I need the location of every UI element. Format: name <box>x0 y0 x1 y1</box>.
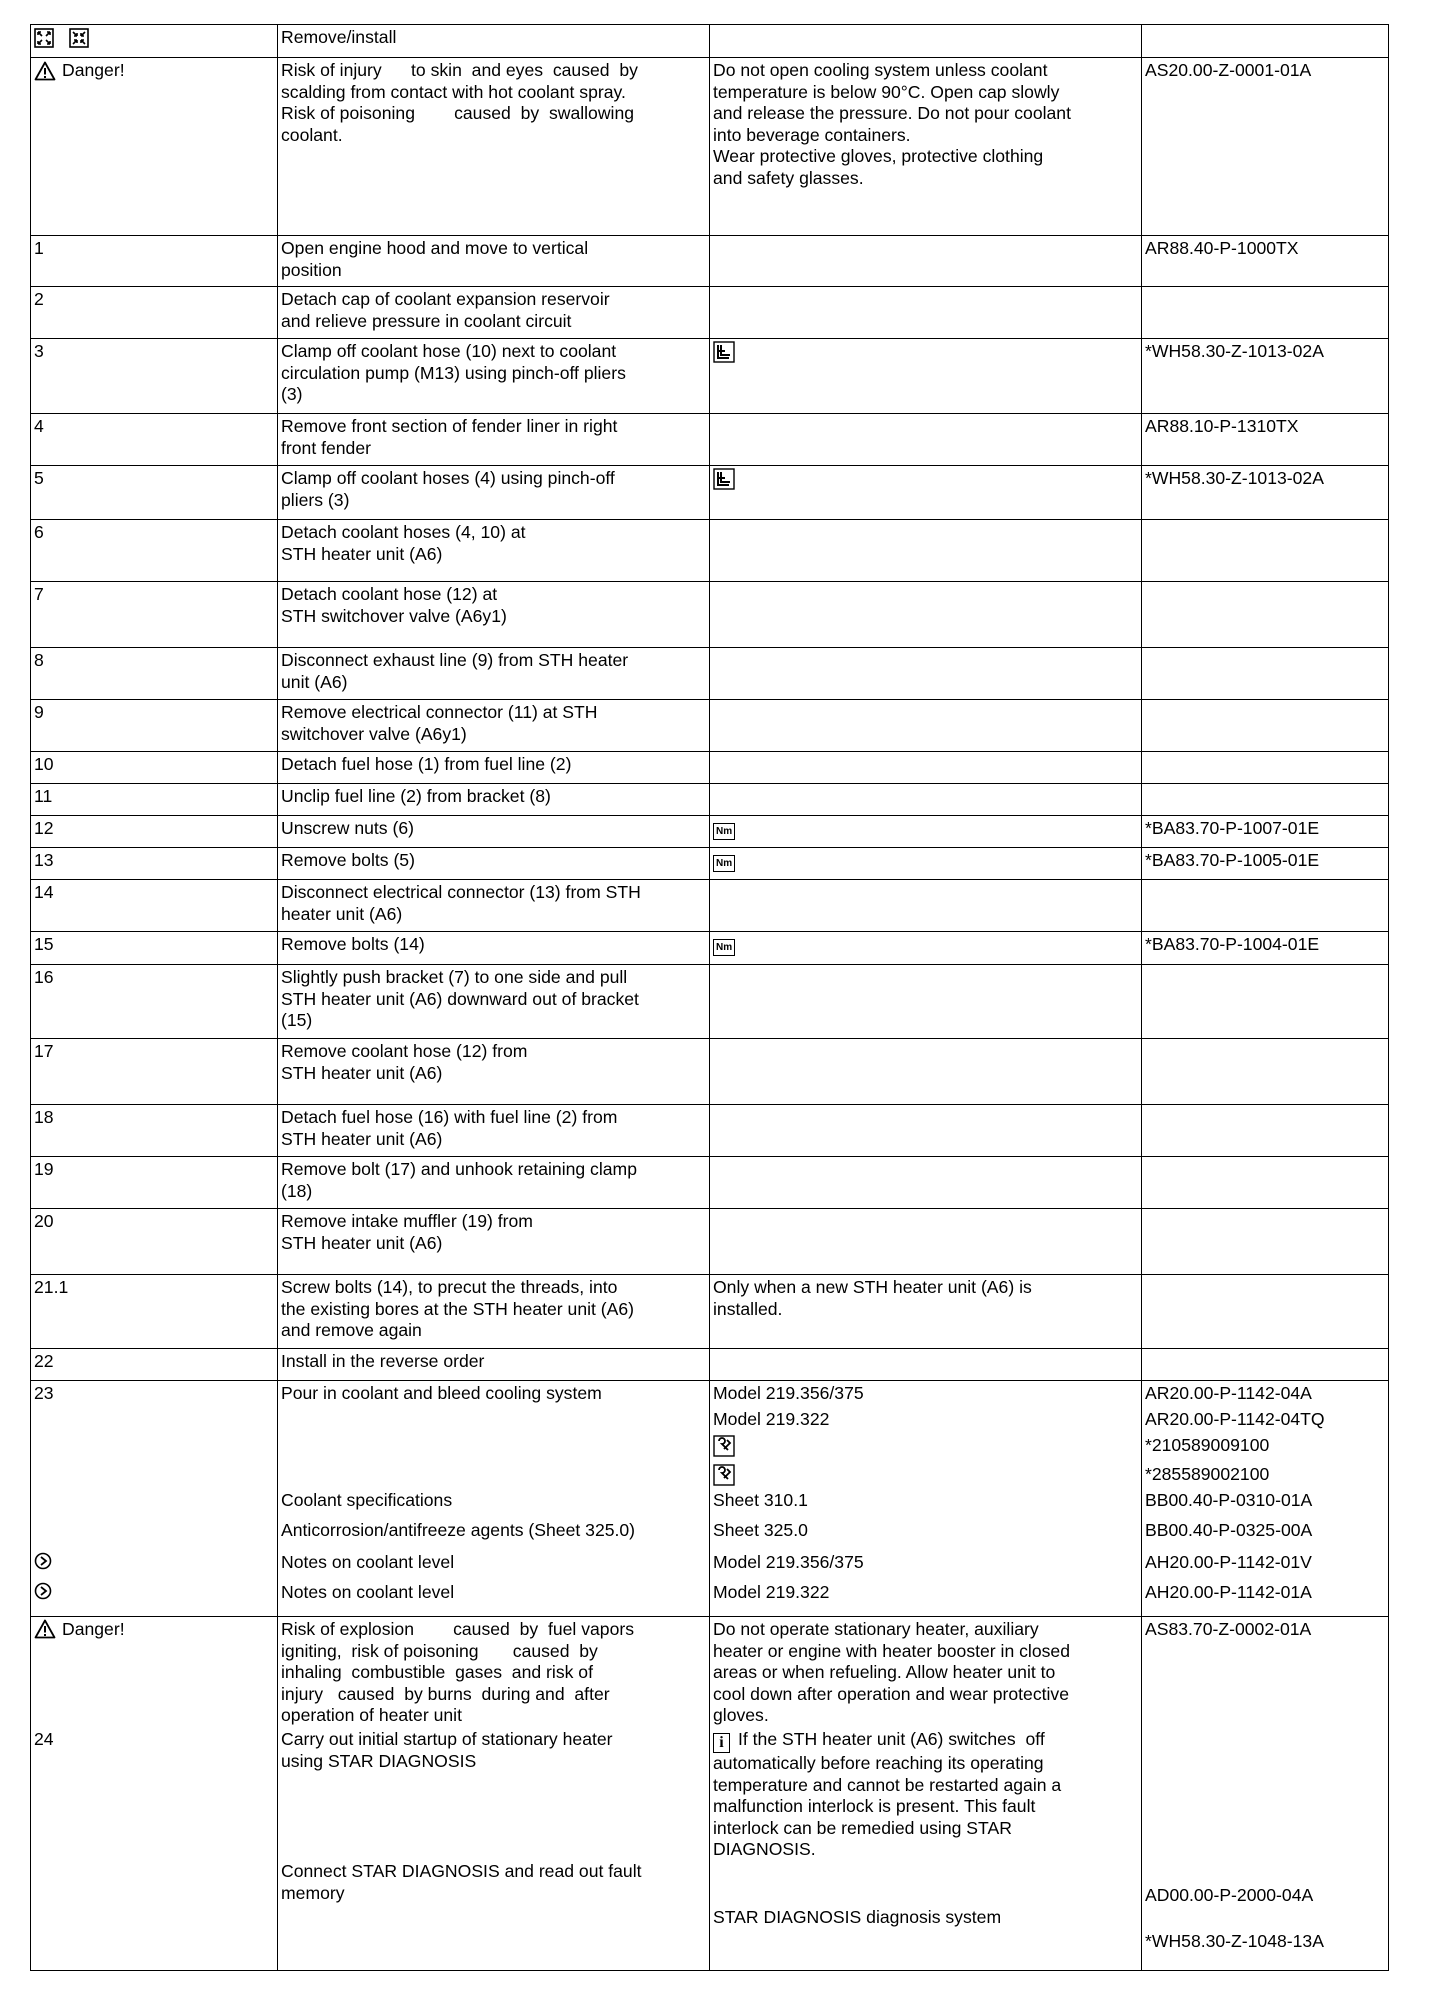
note-cell <box>710 339 1142 414</box>
header-title: Remove/install <box>278 25 710 58</box>
step-number-cell <box>31 339 278 414</box>
reference-link: AH20.00-P-1142-01A <box>1145 1582 1312 1602</box>
reference-cell <box>1142 1617 1389 1971</box>
step-sub-marker <box>34 1490 273 1520</box>
reference-link: AS83.70-Z-0002-01A <box>1145 1619 1312 1639</box>
note-text: installed. <box>713 1298 783 1319</box>
action-cell <box>278 1157 710 1209</box>
action-text: and remove again <box>281 1320 422 1340</box>
step-number-cell <box>31 414 278 466</box>
note-cell <box>710 1157 1142 1209</box>
action-text: STH heater unit (A6) <box>281 543 443 564</box>
danger-text: Danger! <box>62 1619 125 1639</box>
step-number: 8 <box>34 650 44 670</box>
action-text: STH heater unit (A6) <box>281 1232 443 1253</box>
action-text: Risk of poisoning caused by swallowing <box>281 103 635 123</box>
step-number: 3 <box>34 341 44 361</box>
reference-cell <box>1142 466 1389 520</box>
step-row <box>31 784 1389 816</box>
action-text: inhaling combustible gases and risk of <box>281 1662 593 1682</box>
pliers-icon <box>713 341 735 363</box>
note-cell <box>710 582 1142 648</box>
reference-cell <box>1142 414 1389 466</box>
note-text: Model 219.322 <box>713 1582 830 1602</box>
step-number: 2 <box>34 289 44 309</box>
step24-note-block <box>713 1729 1137 1907</box>
note-text: into beverage containers. <box>713 124 911 145</box>
reference-cell <box>1142 1381 1389 1617</box>
header-empty-note <box>710 25 1142 58</box>
action-text: position <box>281 259 342 280</box>
note-text: and release the pressure. Do not pour coolant <box>713 103 1071 123</box>
action-text: pliers (3) <box>281 489 350 510</box>
action-text: (3) <box>281 384 303 404</box>
reference-cell <box>1142 582 1389 648</box>
step-number: 19 <box>34 1159 54 1179</box>
action-text: STH heater unit (A6) <box>281 1128 443 1149</box>
step-row <box>31 848 1389 880</box>
action-cell <box>278 466 710 520</box>
diagnosis-system-note: STAR DIAGNOSIS diagnosis system <box>713 1907 1002 1927</box>
step-sub-marker <box>34 1582 273 1612</box>
reference-link: AR88.40-P-1000TX <box>1145 238 1299 258</box>
action-text: Anticorrosion/antifreeze agents (Sheet 325.0) <box>281 1520 636 1540</box>
step-row <box>31 58 1389 236</box>
step-row <box>31 648 1389 700</box>
action-text <box>281 1435 705 1464</box>
action-text: unit (A6) <box>281 671 348 692</box>
step-row <box>31 816 1389 848</box>
step-number: 4 <box>34 416 44 436</box>
step24-action-block <box>281 1729 705 1861</box>
step-number-cell <box>31 520 278 582</box>
note-cell <box>710 520 1142 582</box>
reference-cell <box>1142 700 1389 752</box>
action-cell <box>278 58 710 236</box>
note-text: and safety glasses. <box>713 167 864 188</box>
reference-cell <box>1142 965 1389 1039</box>
reference-link: *BA83.70-P-1004-01E <box>1145 934 1320 954</box>
note-cell <box>710 648 1142 700</box>
action-cell <box>278 1617 710 1971</box>
action-text: and relieve pressure in coolant circuit <box>281 310 572 331</box>
header-empty-ref <box>1142 25 1389 58</box>
step-row <box>31 339 1389 414</box>
torque-nm-icon: Nm <box>713 855 735 872</box>
step-number: 15 <box>34 934 54 954</box>
action-text: igniting, risk of poisoning caused by <box>281 1640 598 1661</box>
action-text: Risk of explosion caused by fuel vapors <box>281 1619 635 1639</box>
step-row <box>31 700 1389 752</box>
action-text: (18) <box>281 1180 313 1201</box>
note-text: Only when a new STH heater unit (A6) is <box>713 1277 1032 1297</box>
action-text: STH heater unit (A6) <box>281 1062 443 1083</box>
reference-link: *WH58.30-Z-1013-02A <box>1145 341 1324 361</box>
note-cell <box>710 1209 1142 1275</box>
step-number-cell <box>31 1617 278 1971</box>
note-text: automatically before reaching its operating <box>713 1753 1044 1773</box>
step-number: 22 <box>34 1351 54 1371</box>
step-number-cell <box>31 965 278 1039</box>
step-number: 12 <box>34 818 54 838</box>
reference-cell <box>1142 932 1389 965</box>
step-number: 9 <box>34 702 44 722</box>
step-number-cell <box>31 700 278 752</box>
step-row <box>31 466 1389 520</box>
note-cell <box>710 816 1142 848</box>
action-text: Screw bolts (14), to precut the threads, into <box>281 1277 618 1297</box>
note-text: gloves. <box>713 1705 769 1725</box>
action-cell <box>278 1381 710 1617</box>
action-text: Detach coolant hoses (4, 10) at <box>281 522 526 542</box>
action-text: Remove bolts (5) <box>281 850 415 870</box>
action-text: Open engine hood and move to vertical <box>281 238 589 258</box>
note-text: Model 219.322 <box>713 1409 830 1429</box>
reference-cell <box>1142 752 1389 784</box>
reference-link: AH20.00-P-1142-01V <box>1145 1552 1312 1572</box>
note-cell <box>710 414 1142 466</box>
reference-cell <box>1142 1209 1389 1275</box>
action-cell <box>278 414 710 466</box>
step-row <box>31 1275 1389 1349</box>
reference-cell <box>1142 58 1389 236</box>
action-text: scalding from contact with hot coolant spray. <box>281 81 626 102</box>
procedure-page <box>30 24 1388 1971</box>
step-number: 20 <box>34 1211 54 1231</box>
step-number: 11 <box>34 786 53 806</box>
note-cell <box>710 1617 1142 1971</box>
reference-link: AR20.00-P-1142-04TQ <box>1145 1409 1325 1429</box>
step-number-cell <box>31 1105 278 1157</box>
step-row <box>31 965 1389 1039</box>
note-text <box>713 1464 1137 1490</box>
reference-cell <box>1142 1349 1389 1381</box>
reference-cell <box>1142 1105 1389 1157</box>
action-text: circulation pump (M13) using pinch-off pliers <box>281 362 626 383</box>
step-number-cell <box>31 816 278 848</box>
step-sub-marker <box>34 1435 273 1464</box>
action-text: Risk of injury to skin and eyes caused by <box>281 60 638 80</box>
action-cell <box>278 848 710 880</box>
note-cell <box>710 752 1142 784</box>
action-text: coolant. <box>281 124 343 145</box>
action-text: Remove bolts (14) <box>281 934 425 954</box>
note-cell <box>710 932 1142 965</box>
note-cell <box>710 1349 1142 1381</box>
reference-cell <box>1142 648 1389 700</box>
action-text: front fender <box>281 437 371 458</box>
note-text: Sheet 325.0 <box>713 1520 808 1540</box>
note-cell <box>710 1105 1142 1157</box>
action-text: Pour in coolant and bleed cooling system <box>281 1383 602 1403</box>
warning-triangle-icon <box>34 1619 56 1639</box>
action-text: memory <box>281 1882 345 1903</box>
action-text: heater unit (A6) <box>281 903 403 924</box>
action-text: STH switchover valve (A6y1) <box>281 605 507 626</box>
note-cell <box>710 700 1142 752</box>
step-number: 17 <box>34 1041 54 1061</box>
note-text: temperature is below 90°C. Open cap slowly <box>713 81 1060 102</box>
step-number: 10 <box>34 754 54 774</box>
note-cell <box>710 880 1142 932</box>
step-number-cell <box>31 1157 278 1209</box>
reference-cell <box>1142 287 1389 339</box>
action-text: operation of heater unit <box>281 1705 462 1725</box>
step-number-cell <box>31 1381 278 1617</box>
warning-triangle-icon <box>34 61 56 81</box>
reference-cell <box>1142 236 1389 287</box>
action-text: Install in the reverse order <box>281 1351 485 1371</box>
note-cell <box>710 1275 1142 1349</box>
note-text: areas or when refueling. Allow heater unit to <box>713 1662 1056 1682</box>
action-cell <box>278 816 710 848</box>
step-row <box>31 1349 1389 1381</box>
procedure-table <box>30 24 1389 1971</box>
action-cell <box>278 1209 710 1275</box>
action-cell <box>278 1275 710 1349</box>
action-cell <box>278 236 710 287</box>
step-row <box>31 287 1389 339</box>
step-sub-marker <box>34 1409 273 1435</box>
step-row <box>31 1039 1389 1105</box>
action-text <box>281 1464 705 1490</box>
step-row <box>31 932 1389 965</box>
info-circle-icon <box>34 1582 52 1600</box>
note-first-line <box>713 1729 1137 1753</box>
note-cell <box>710 848 1142 880</box>
step-row-23 <box>31 1381 1389 1617</box>
header-row <box>31 25 1389 58</box>
action-cell <box>278 520 710 582</box>
action-text: Clamp off coolant hoses (4) using pinch-off <box>281 468 615 488</box>
action-cell <box>278 965 710 1039</box>
step-number: 5 <box>34 468 44 488</box>
step-row <box>31 414 1389 466</box>
reference-cell <box>1142 880 1389 932</box>
step-number: 14 <box>34 882 54 902</box>
note-text: interlock can be remedied using STAR <box>713 1817 1012 1838</box>
step-number-cell <box>31 752 278 784</box>
reference-link: AR88.10-P-1310TX <box>1145 416 1299 436</box>
step-row <box>31 1209 1389 1275</box>
action-cell <box>278 1349 710 1381</box>
reference-cell <box>1142 848 1389 880</box>
info-icon: i <box>713 1733 730 1753</box>
action-text: (15) <box>281 1010 313 1030</box>
note-cell <box>710 58 1142 236</box>
note-cell <box>710 784 1142 816</box>
note-text: malfunction interlock is present. This fault <box>713 1796 1036 1816</box>
action-cell <box>278 339 710 414</box>
danger-label <box>34 1619 273 1729</box>
reference-cell <box>1142 1039 1389 1105</box>
note-cell <box>710 466 1142 520</box>
action-text: Detach fuel hose (16) with fuel line (2) from <box>281 1107 618 1127</box>
step-number-cell <box>31 932 278 965</box>
step-number-cell <box>31 784 278 816</box>
action-text: Carry out initial startup of stationary heater <box>281 1729 613 1749</box>
step-number-cell <box>31 58 278 236</box>
reference-link: *210589009100 <box>1145 1435 1270 1455</box>
action-text: Notes on coolant level <box>281 1552 455 1572</box>
danger-note-block <box>713 1619 1137 1729</box>
reference-cell <box>1142 1275 1389 1349</box>
reference-link: *285589002100 <box>1145 1464 1270 1484</box>
action-text: injury caused by burns during and after <box>281 1683 610 1704</box>
action-text: Remove electrical connector (11) at STH <box>281 702 598 722</box>
step-number: 24 <box>34 1729 54 1749</box>
action-cell <box>278 880 710 932</box>
action-text: switchover valve (A6y1) <box>281 723 467 744</box>
action-text: Remove intake muffler (19) from <box>281 1211 533 1231</box>
note-text <box>713 1435 1137 1464</box>
reference-link: *WH58.30-Z-1013-02A <box>1145 468 1324 488</box>
action-text: Notes on coolant level <box>281 1582 455 1602</box>
step-number-cell <box>31 848 278 880</box>
step-row <box>31 520 1389 582</box>
action-cell <box>278 932 710 965</box>
action-text: Disconnect exhaust line (9) from STH heater <box>281 650 629 670</box>
note-text: Sheet 310.1 <box>713 1490 808 1510</box>
step-sub-marker <box>34 1552 273 1582</box>
step-row <box>31 752 1389 784</box>
action-text: Unscrew nuts (6) <box>281 818 414 838</box>
header-icons-cell <box>31 25 278 58</box>
step-number-cell <box>31 1275 278 1349</box>
step-number: 7 <box>34 584 44 604</box>
note-text: Do not operate stationary heater, auxiliary <box>713 1619 1039 1639</box>
action-cell <box>278 582 710 648</box>
action-cell <box>278 752 710 784</box>
action-cell <box>278 1039 710 1105</box>
reference-link: *BA83.70-P-1007-01E <box>1145 818 1320 838</box>
action-text: Disconnect electrical connector (13) from STH <box>281 882 641 902</box>
danger-text: Danger! <box>62 60 125 80</box>
collapse-icon <box>69 28 89 48</box>
note-text: Model 219.356/375 <box>713 1383 864 1403</box>
step-number-cell <box>31 466 278 520</box>
step-row <box>31 1105 1389 1157</box>
info-circle-icon <box>34 1552 52 1570</box>
step-number-cell <box>31 1039 278 1105</box>
note-text: Model 219.356/375 <box>713 1552 864 1572</box>
danger-label <box>34 60 273 82</box>
action-text: Unclip fuel line (2) from bracket (8) <box>281 786 551 806</box>
note-text: Do not open cooling system unless coolant <box>713 60 1048 80</box>
action-text: Detach cap of coolant expansion reservoir <box>281 289 610 309</box>
torque-nm-icon: Nm <box>713 939 735 956</box>
action-text: Detach coolant hose (12) at <box>281 584 498 604</box>
expand-icon <box>34 28 54 48</box>
step-number: 16 <box>34 967 54 987</box>
pliers-icon <box>713 468 735 490</box>
reference-link: *WH58.30-Z-1048-13A <box>1145 1931 1324 1951</box>
step-number-cell <box>31 648 278 700</box>
action-cell <box>278 287 710 339</box>
action-text: Remove front section of fender liner in right <box>281 416 618 436</box>
reference-link: AD00.00-P-2000-04A <box>1145 1885 1314 1905</box>
danger-action-block <box>281 1619 705 1729</box>
action-cell <box>278 648 710 700</box>
connect-action-block <box>281 1861 705 1904</box>
action-text: STH heater unit (A6) downward out of bracket <box>281 988 639 1009</box>
reference-link: BB00.40-P-0325-00A <box>1145 1520 1313 1540</box>
action-text: Coolant specifications <box>281 1490 453 1510</box>
step-number-cell <box>31 287 278 339</box>
step-number: 13 <box>34 850 54 870</box>
step-number-cell <box>31 582 278 648</box>
step-number-cell <box>31 236 278 287</box>
step-number-cell <box>31 1349 278 1381</box>
step-row <box>31 582 1389 648</box>
step-row <box>31 236 1389 287</box>
note-text: heater or engine with heater booster in closed <box>713 1640 1070 1661</box>
action-text: Clamp off coolant hose (10) next to coolant <box>281 341 617 361</box>
reference-link: *BA83.70-P-1005-01E <box>1145 850 1320 870</box>
reference-link: BB00.40-P-0310-01A <box>1145 1490 1313 1510</box>
note-cell <box>710 287 1142 339</box>
note-cell <box>710 236 1142 287</box>
step-number: 21.1 <box>34 1277 69 1297</box>
reference-cell <box>1142 816 1389 848</box>
note-cell <box>710 1381 1142 1617</box>
step-sub-marker <box>34 1520 273 1552</box>
step-number: 23 <box>34 1383 54 1403</box>
special-tool-icon <box>713 1464 735 1486</box>
torque-nm-icon: Nm <box>713 823 735 840</box>
note-text: temperature and cannot be restarted again a <box>713 1774 1062 1795</box>
reference-cell <box>1142 784 1389 816</box>
action-text: using STAR DIAGNOSIS <box>281 1750 477 1771</box>
action-text: Remove coolant hose (12) from <box>281 1041 528 1061</box>
step-sub-marker <box>34 1464 273 1490</box>
action-text: Remove bolt (17) and unhook retaining clamp <box>281 1159 637 1179</box>
action-text: Connect STAR DIAGNOSIS and read out fault <box>281 1861 642 1881</box>
step-number: 18 <box>34 1107 54 1127</box>
step-number-cell <box>31 880 278 932</box>
note-cell <box>710 965 1142 1039</box>
step-number-cell <box>31 1209 278 1275</box>
note-text: Wear protective gloves, protective clothing <box>713 146 1044 166</box>
reference-link: AS20.00-Z-0001-01A <box>1145 60 1312 80</box>
action-cell <box>278 700 710 752</box>
note-cell <box>710 1039 1142 1105</box>
step-row <box>31 880 1389 932</box>
action-text: the existing bores at the STH heater unit (A6) <box>281 1298 635 1319</box>
action-text <box>281 1409 705 1435</box>
step-row-24 <box>31 1617 1389 1971</box>
reference-cell <box>1142 339 1389 414</box>
action-cell <box>278 1105 710 1157</box>
action-cell <box>278 784 710 816</box>
action-text: Detach fuel hose (1) from fuel line (2) <box>281 754 572 774</box>
step-row <box>31 1157 1389 1209</box>
special-tool-icon <box>713 1435 735 1457</box>
action-text: Slightly push bracket (7) to one side and pull <box>281 967 628 987</box>
note-text: DIAGNOSIS. <box>713 1839 816 1859</box>
reference-cell <box>1142 1157 1389 1209</box>
reference-link: AR20.00-P-1142-04A <box>1145 1383 1312 1403</box>
step-number: 6 <box>34 522 44 542</box>
reference-cell <box>1142 520 1389 582</box>
step-number: 1 <box>34 238 44 258</box>
note-text: cool down after operation and wear protective <box>713 1683 1069 1704</box>
note-text: If the STH heater unit (A6) switches off <box>738 1729 1045 1749</box>
